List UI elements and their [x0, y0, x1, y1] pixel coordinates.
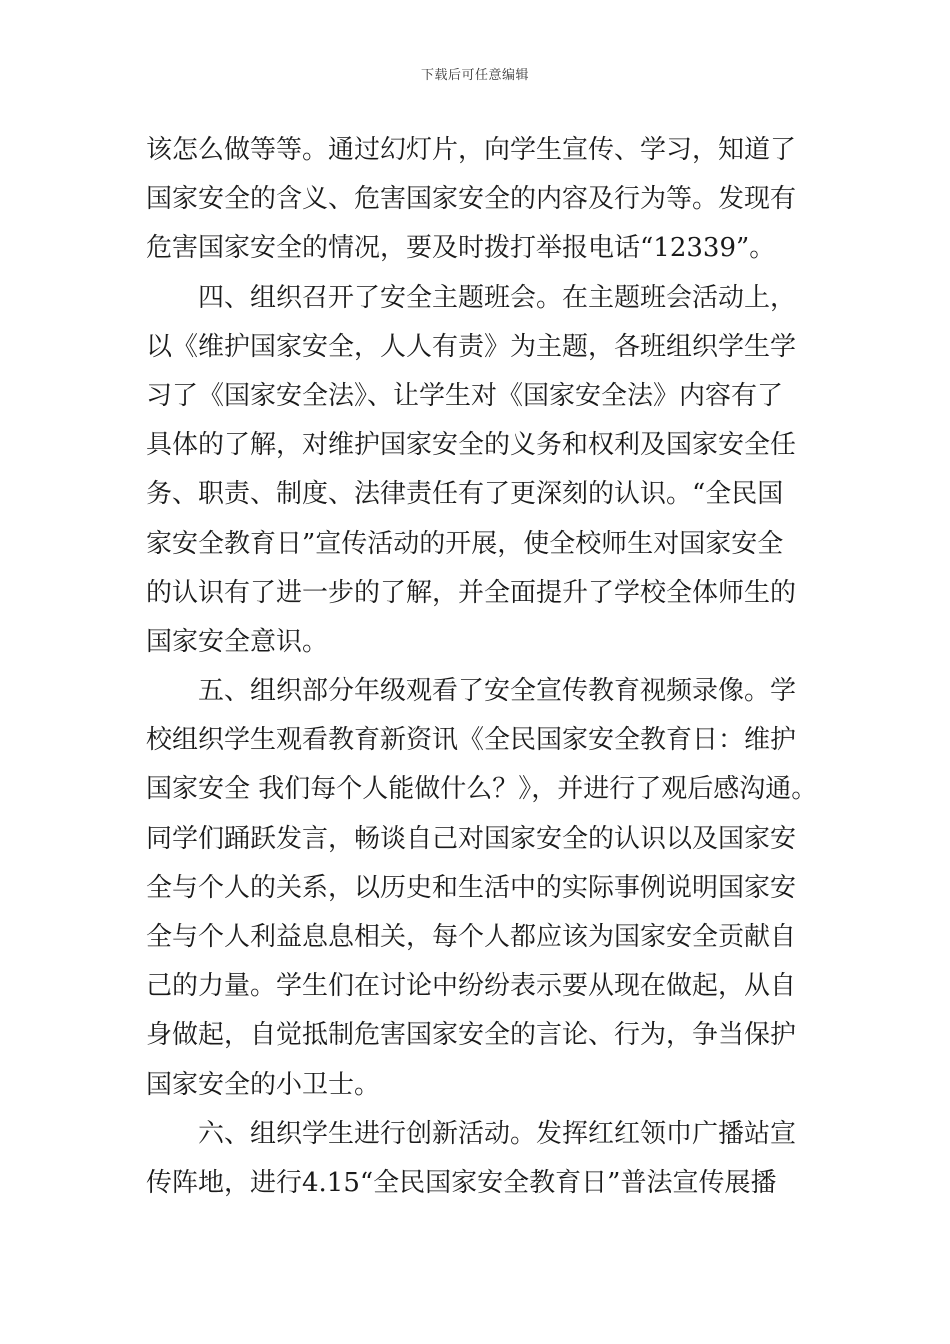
text-line: 具体的了解，对维护国家安全的义务和权利及国家安全任 — [146, 430, 797, 461]
paragraph-start-line: 六、组织学生进行创新活动。发挥红红领巾广播站宣 — [198, 1118, 797, 1149]
text-line: 传阵地，进行4.15“全民国家安全教育日”普法宣传展播 — [146, 1167, 777, 1198]
text-line: 国家安全 我们每个人能做什么？》，并进行了观后感沟通。 — [146, 774, 818, 805]
text-line: 校组织学生观看教育新资讯《全民国家安全教育日：维护 — [146, 725, 797, 756]
text-line: 国家安全的含义、危害国家安全的内容及行为等。发现有 — [146, 184, 797, 215]
text-line: 该怎么做等等。通过幻灯片，向学生宣传、学习，知道了 — [146, 135, 797, 165]
text-line: 同学们踊跃发言，畅谈自己对国家安全的认识以及国家安 — [146, 823, 797, 854]
text-line: 国家安全意识。 — [146, 626, 329, 657]
text-line: 全与个人的关系，以历史和生活中的实际事例说明国家安 — [146, 872, 797, 903]
text-line: 己的力量。学生们在讨论中纷纷表示要从现在做起，从自 — [146, 971, 797, 1002]
text-line: 的认识有了进一步的了解，并全面提升了学校全体师生的 — [146, 577, 797, 608]
paragraph-start-line: 四、组织召开了安全主题班会。在主题班会活动上， — [198, 282, 797, 313]
text-line: 国家安全的小卫士。 — [146, 1069, 381, 1100]
text-line: 危害国家安全的情况，要及时拨打举报电话“12339”。 — [146, 233, 776, 264]
text-line: 务、职责、制度、法律责任有了更深刻的认识。“全民国 — [146, 479, 784, 510]
document-body — [146, 126, 826, 1208]
text-line: 家安全教育日”宣传活动的开展，使全校师生对国家安全 — [146, 528, 784, 559]
page-header: 下载后可任意编辑 — [420, 68, 529, 83]
text-line: 全与个人利益息息相关，每个人都应该为国家安全贡献自 — [146, 922, 797, 952]
text-line: 习了《国家安全法》、让学生对《国家安全法》内容有了 — [146, 380, 784, 411]
text-line: 以《维护国家安全，人人有责》为主题，各班组织学生学 — [146, 331, 797, 362]
paragraph-start-line: 五、组织部分年级观看了安全宣传教育视频录像。学 — [198, 676, 797, 707]
text-line: 身做起，自觉抵制危害国家安全的言论、行为，争当保护 — [146, 1020, 797, 1051]
